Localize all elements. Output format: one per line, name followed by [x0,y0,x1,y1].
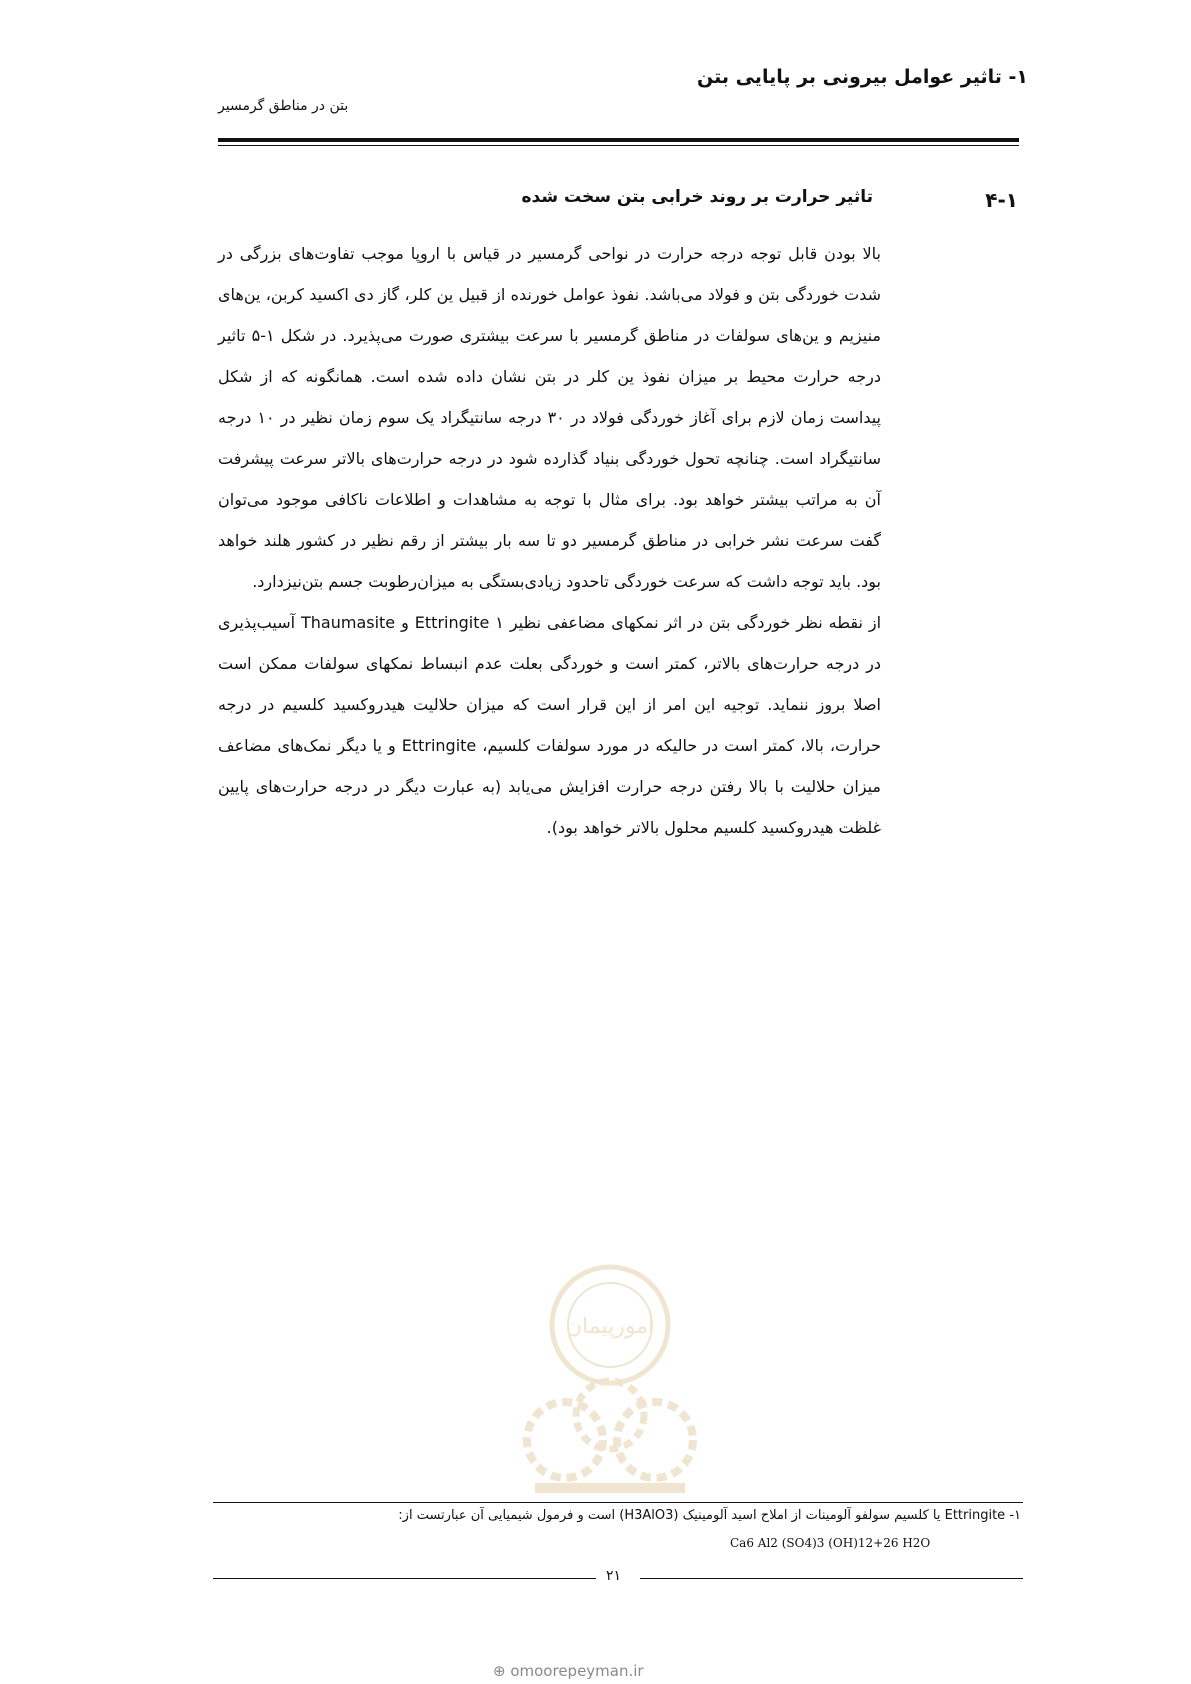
paragraph-1: بالا بودن قابل توجه درجه حرارت در نواحی گرمسیر در قیاس با اروپا موجب تفاوت‌های بزرگی در شدت خوردگی بتن و فولاد می‌باشد. نفوذ عوامل خورنده از قبیل ین کلر، گاز دی اکسید کربن، ین‌های منیزیم و ین‌های سولفات در مناطق گرمسیر با سرعت بیشتری صورت می‌پذیرد. در شکل ۱-۵ تاثیر درجه حرارت محیط بر میزان نفوذ ین کلر در بتن نشان داده شده است. همانگونه که از شکل پیداست زمان لازم برای آغاز خوردگی فولاد در ۳۰ درجه سانتیگراد یک سوم زمان نظیر در ۱۰ درجه سانتیگراد است. چنانچه تحول خوردگی بنیاد گذارده شود در درجه حرارت‌های بالاتر سرعت پیشرفت آن به مراتب بیشتر خواهد بود. برای مثال با توجه به مشاهدات و اطلاعات ناکافی موجود می‌توان گفت سرعت نشر خرابی در مناطق گرمسیر دو تا سه بار بیشتر از رقم نظیر در کشور هلند خواهد بود. باید توجه داشت که سرعت خوردگی تاحدود زیادی‌بستگی به میزان‌رطوبت جسم بتن‌نیزدارد. [218,244,882,591]
footnote-text: ۱- Ettringite یا کلسیم سولفو آلومینات از املاح اسید آلومینیک (H3AlO3) است و فرمول شیمیایی آن عبارتست از: [398,1508,1021,1523]
header-rule-thin [218,145,1019,146]
paragraph-2: از نقطه نظر خوردگی بتن در اثر نمکهای مضاعفی نظیر Ettringite ۱ و Thaumasite آسیب‌پذیری در درجه حرارت‌های بالاتر، کمتر است و خوردگی بعلت عدم انبساط نمکهای سولفات ممکن است اصلا بروز ننماید. توجیه این امر از این قرار است که میزان حلالیت هیدروکسید کلسیم در درجه حرارت، بالا، کمتر است در حالیکه در مورد سولفات کلسیم، Ettringite و یا دیگر نمک‌های مضاعف میزان حلالیت با بالا رفتن درجه حرارت افزایش می‌یابد (به عبارت دیگر در درجه حرارت‌های پایین غلظت هیدروکسید کلسیم محلول بالاتر خواهد بود). [218,613,882,837]
watermark-logo [505,1255,715,1525]
watermark-url [493,1662,644,1680]
globe-icon: ⊕ [493,1662,511,1680]
header-rule-thick [218,138,1019,142]
page-number-rule-right [640,1578,1023,1579]
body-text [218,233,881,848]
section-number: ۴-۱ [985,188,1018,212]
book-title: بتن در مناطق گرمسیر [218,98,349,114]
section-title: تاثیر حرارت بر روند خرابی بتن سخت شده [521,187,873,207]
page-number: ۲۱ [606,1568,622,1584]
watermark-logo-text: امورپیمان [565,1314,655,1339]
page-number-rule-left [213,1578,596,1579]
chapter-title: ۱- تاثیر عوامل بیرونی بر پایایی بتن [696,66,1028,88]
watermark-url-text: omoorepeyman.ir [510,1662,644,1680]
footnote-formula: Ca6 Al2 (SO4)3 (OH)12+26 H2O [730,1536,931,1550]
footnote-rule [213,1502,1023,1503]
